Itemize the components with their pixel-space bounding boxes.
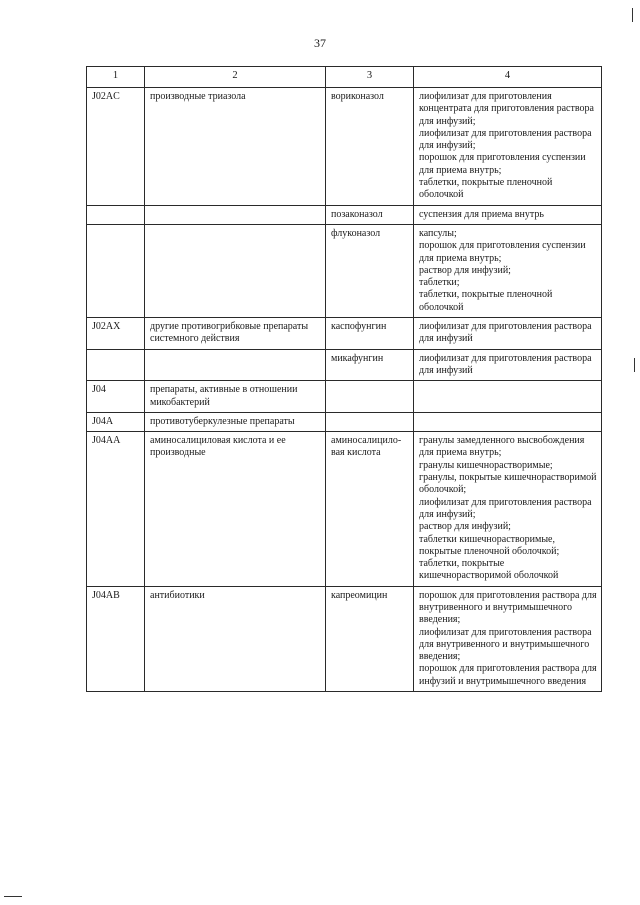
drug-cell: микафунгин xyxy=(326,349,414,381)
group-cell xyxy=(145,224,326,317)
drug-cell xyxy=(326,381,414,413)
dosage-form: лиофилизат для приготовления раствора для внутривенного и внутримышечного введения; xyxy=(419,626,592,663)
drug-cell xyxy=(326,412,414,431)
drug-cell: капреомицин xyxy=(326,586,414,691)
table-header-row xyxy=(87,67,602,88)
drug-cell: флуконазол xyxy=(326,224,414,317)
dosage-forms-cell xyxy=(414,586,602,691)
group-cell: препараты, активные в отношении микобактерий xyxy=(145,381,326,413)
group-cell: противотуберкулезные препараты xyxy=(145,412,326,431)
dosage-form: порошок для приготовления суспензии для приема внутрь; xyxy=(419,152,586,176)
dosage-form: раствор для инфузий; xyxy=(419,264,511,276)
group-cell: другие противогрибковые препараты системного действия xyxy=(145,318,326,350)
drug-cell: позаконазол xyxy=(326,205,414,224)
dosage-form: таблетки, покрытые пленочной оболочкой xyxy=(419,289,553,313)
drug-table xyxy=(86,66,602,692)
code-cell xyxy=(87,205,145,224)
header-col-2: 2 xyxy=(145,67,326,88)
dosage-forms-cell xyxy=(414,432,602,587)
margin-mark-right xyxy=(634,358,635,372)
table-row xyxy=(87,205,602,224)
header-col-4: 4 xyxy=(414,67,602,88)
table-row xyxy=(87,318,602,350)
code-cell xyxy=(87,349,145,381)
margin-mark-bottom-left xyxy=(4,896,22,897)
table-row xyxy=(87,412,602,431)
group-cell: производные триазола xyxy=(145,88,326,206)
dosage-forms-cell xyxy=(414,88,602,206)
dosage-form: гранулы, покрытые кишечнорастворимой оболочкой; xyxy=(419,472,597,496)
drug-cell: аминосалицило- вая кислота xyxy=(326,432,414,587)
code-cell: J02AX xyxy=(87,318,145,350)
dosage-form: гранулы замедленного высвобождения для приема внутрь; xyxy=(419,435,585,459)
dosage-form: лиофилизат для приготовления раствора для инфузий; xyxy=(419,496,592,520)
header-col-3: 3 xyxy=(326,67,414,88)
group-cell: антибиотики xyxy=(145,586,326,691)
code-cell: J04AA xyxy=(87,432,145,587)
dosage-form: таблетки; xyxy=(419,277,460,289)
dosage-form: таблетки, покрытые пленочной оболочкой xyxy=(419,177,553,201)
table-row xyxy=(87,349,602,381)
group-cell xyxy=(145,205,326,224)
dosage-form: лиофилизат для приготовления раствора для инфузий; xyxy=(419,127,592,152)
page-number: 37 xyxy=(314,36,326,50)
dosage-form: гранулы кишечнорастворимые; xyxy=(419,459,553,471)
code-cell: J04A xyxy=(87,412,145,431)
dosage-form: таблетки кишечнорастворимые, покрытые пленочной оболочкой; xyxy=(419,533,560,557)
dosage-form: таблетки, покрытые кишечнорастворимой оболочкой xyxy=(419,558,559,582)
dosage-forms-cell xyxy=(414,412,602,431)
group-cell: аминосалициловая кислота и ее производные xyxy=(145,432,326,587)
dosage-form: порошок для приготовления раствора для внутривенного и внутримышечного введения; xyxy=(419,589,597,626)
margin-mark-top-right xyxy=(632,8,633,22)
dosage-forms-cell xyxy=(414,381,602,413)
table-row xyxy=(87,381,602,413)
dosage-form: суспензия для приема внутрь xyxy=(419,208,544,220)
code-cell: J04 xyxy=(87,381,145,413)
dosage-forms-cell xyxy=(414,349,602,381)
code-cell: J02AC xyxy=(87,88,145,206)
dosage-form: лиофилизат для приготовления раствора для инфузий xyxy=(419,321,592,345)
table-row xyxy=(87,224,602,317)
code-cell xyxy=(87,224,145,317)
code-cell: J04AB xyxy=(87,586,145,691)
table-row xyxy=(87,88,602,206)
header-col-1: 1 xyxy=(87,67,145,88)
dosage-form: лиофилизат для приготовления концентрата для приготовления раствора для инфузий; xyxy=(419,91,594,127)
drug-cell: каспофунгин xyxy=(326,318,414,350)
dosage-form: порошок для приготовления суспензии для приема внутрь; xyxy=(419,240,586,264)
group-cell xyxy=(145,349,326,381)
table-row xyxy=(87,432,602,587)
dosage-forms-cell xyxy=(414,205,602,224)
table-row xyxy=(87,586,602,691)
dosage-form: порошок для приготовления раствора для инфузий и внутримышечного введения xyxy=(419,663,597,687)
drug-cell: вориконазол xyxy=(326,88,414,206)
dosage-forms-cell xyxy=(414,318,602,350)
dosage-form: раствор для инфузий; xyxy=(419,521,511,533)
dosage-form: лиофилизат для приготовления раствора для инфузий xyxy=(419,352,592,376)
dosage-forms-cell xyxy=(414,224,602,317)
dosage-form: капсулы; xyxy=(419,227,457,239)
